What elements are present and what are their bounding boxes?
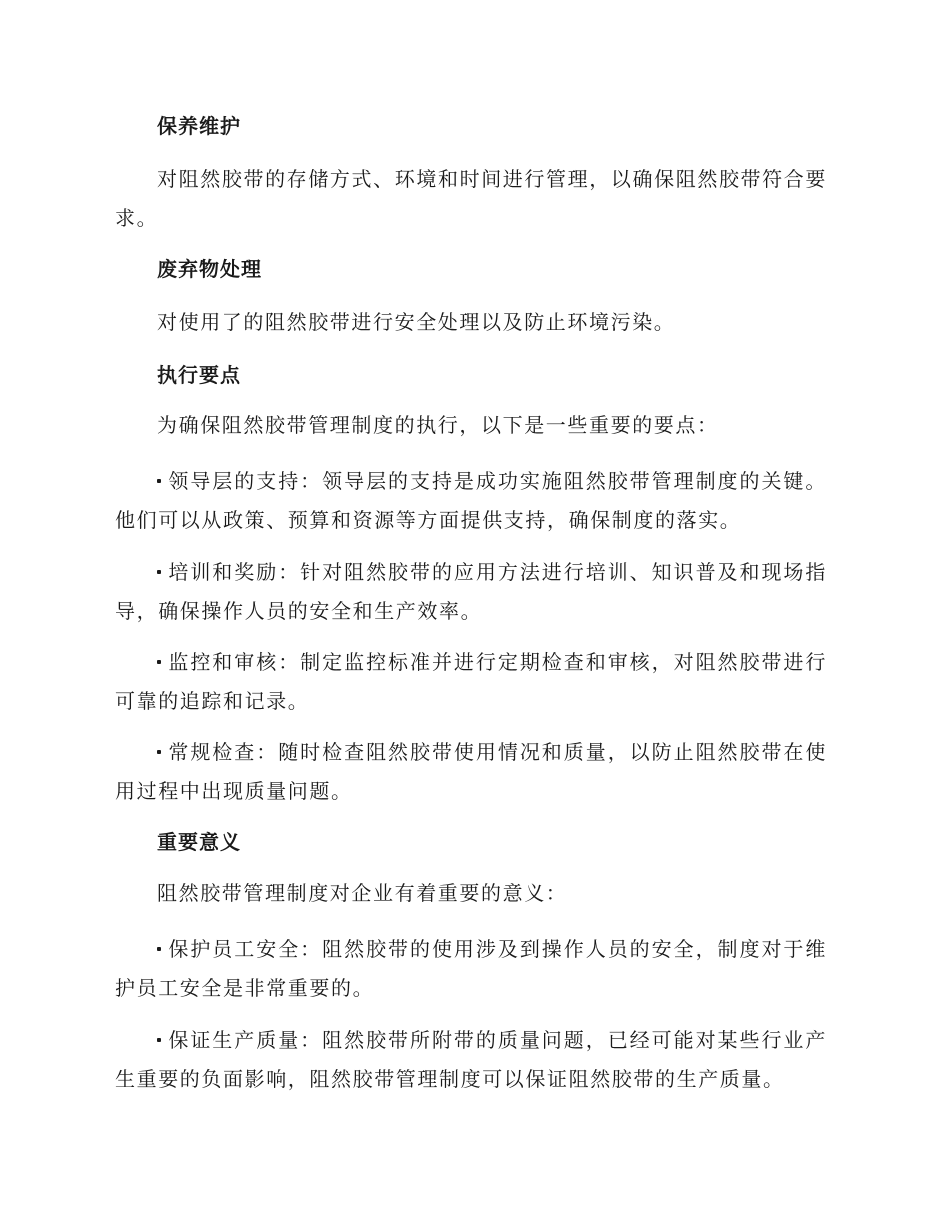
- bullet-item: 保证生产质量：阻然胶带所附带的质量问题，已经可能对某些行业产生重要的负面影响，阻然胶带管理制度可以保证阻然胶带的生产质量。: [115, 1028, 827, 1091]
- bullet-dot-icon: [157, 660, 161, 664]
- paragraph-waste-disposal: 对使用了的阻然胶带进行安全处理以及防止环境污染。: [157, 310, 676, 334]
- section-heading-maintenance: 保养维护: [157, 114, 241, 138]
- paragraph-key-points-intro: 为确保阻然胶带管理制度的执行，以下是一些重要的要点：: [157, 413, 719, 437]
- bullet-dot-icon: [157, 750, 161, 754]
- bullet-dot-icon: [157, 947, 161, 951]
- bullet-item: 保护员工安全：阻然胶带的使用涉及到操作人员的安全，制度对于维护员工安全是非常重要的。: [115, 937, 827, 1000]
- bullet-item: 领导层的支持：领导层的支持是成功实施阻然胶带管理制度的关键。他们可以从政策、预算和资源等方面提供支持，确保制度的落实。: [115, 469, 827, 532]
- bullet-item: 监控和审核：制定监控标准并进行定期检查和审核，对阻然胶带进行可靠的追踪和记录。: [115, 650, 827, 713]
- paragraph-significance-intro: 阻然胶带管理制度对企业有着重要的意义：: [157, 881, 568, 905]
- bullet-dot-icon: [157, 1038, 161, 1042]
- bullet-dot-icon: [157, 570, 161, 574]
- section-heading-waste-disposal: 废弃物处理: [157, 257, 262, 281]
- section-heading-significance: 重要意义: [157, 830, 241, 854]
- bullet-item: 培训和奖励：针对阻然胶带的应用方法进行培训、知识普及和现场指导，确保操作人员的安全和生产效率。: [115, 560, 827, 623]
- bullet-dot-icon: [157, 479, 161, 483]
- paragraph-maintenance: 对阻然胶带的存储方式、环境和时间进行管理，以确保阻然胶带符合要求。: [115, 167, 827, 230]
- section-heading-key-points: 执行要点: [157, 363, 241, 387]
- bullet-item: 常规检查：随时检查阻然胶带使用情况和质量，以防止阻然胶带在使用过程中出现质量问题。: [115, 740, 827, 803]
